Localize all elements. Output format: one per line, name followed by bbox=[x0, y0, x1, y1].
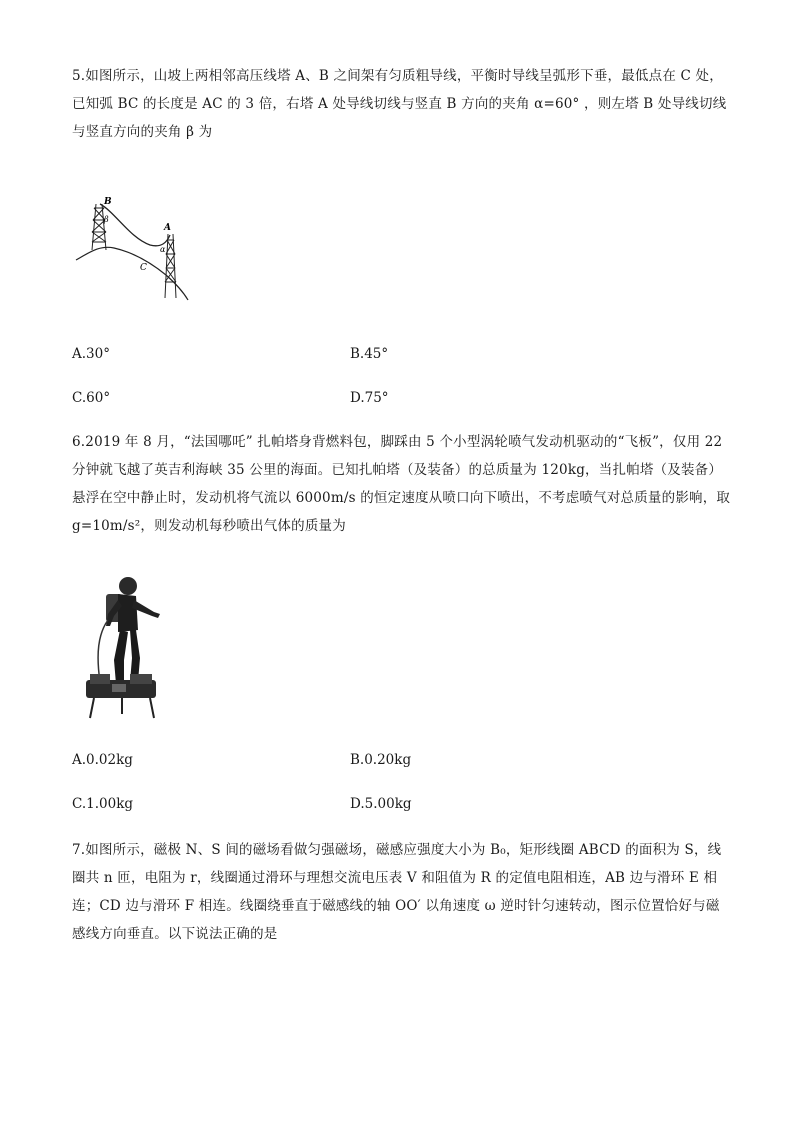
power-line-figure bbox=[70, 190, 195, 308]
question-7-text: 7.如图所示，磁极 N、S 间的磁场看做匀强磁场，磁感应强度大小为 B₀，矩形线圈 ABCD 的面积为 S，线圈共 n 匝，电阻为 r，线圈通过滑环与理想交流电压表 V 和阻值为 R 的定值电阻相连，AB 边与滑环 E 相连；CD 边与滑环 F 相连。线圈绕垂直于磁感线的轴 OO′ 以角速度 ω 逆时针匀速转动，图示位置恰好与磁感线方向垂直。以下说法正确的是 bbox=[72, 842, 722, 942]
label-c: C bbox=[140, 263, 147, 273]
q6-option-d[interactable]: D.5.00kg bbox=[350, 796, 412, 812]
q5-option-d[interactable]: D.75° bbox=[350, 390, 389, 406]
label-a: A bbox=[164, 223, 171, 233]
q5-option-b[interactable]: B.45° bbox=[350, 346, 389, 362]
question-6-text: 6.2019 年 8 月，“法国哪吒” 扎帕塔身背燃料包，脚踩由 5 个小型涡轮喷气发动机驱动的“飞板”，仅用 22 分钟就飞越了英吉利海峡 35 公里的海面。已知扎帕塔（及装备）的总质量为 120kg，当扎帕塔（及装备）悬浮在空中静止时，发动机将气流以 6000m/s 的恒定速度从喷口向下喷出，不考虑喷气对总质量的影响，取 g=10m/s²，则发动机每秒喷出气体的质量为 bbox=[72, 434, 731, 534]
q6-option-b[interactable]: B.0.20kg bbox=[350, 752, 412, 768]
flyboard-rider-photo bbox=[72, 574, 168, 722]
label-b: B bbox=[104, 197, 112, 207]
label-alpha: α bbox=[160, 245, 166, 254]
question-5-text: 5.如图所示，山坡上两相邻高压线塔 A、B 之间架有匀质粗导线，平衡时导线呈弧形下垂，最低点在 C 处，已知弧 BC 的长度是 AC 的 3 倍，右塔 A 处导线切线与竖直 B 方向的夹角 α=60° ，则左塔 B 处导线切线与竖直方向的夹角 β 为 bbox=[72, 68, 727, 140]
q6-option-c[interactable]: C.1.00kg bbox=[72, 796, 134, 812]
q5-option-a[interactable]: A.30° bbox=[72, 346, 110, 362]
q5-option-c[interactable]: C.60° bbox=[72, 390, 111, 406]
label-beta: β bbox=[104, 215, 109, 224]
q6-option-a[interactable]: A.0.02kg bbox=[72, 752, 133, 768]
